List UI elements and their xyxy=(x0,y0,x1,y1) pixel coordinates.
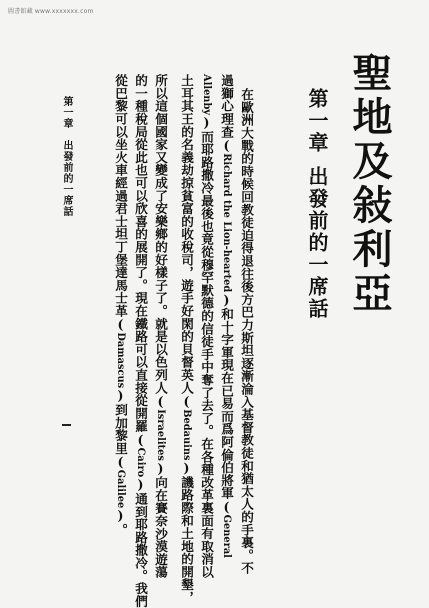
footer-chapter-name: 出發前的一席話 xyxy=(61,140,72,217)
body-text: )通到耶路撒冷。我們 xyxy=(133,477,148,608)
footer-chapter-label: 第一章 xyxy=(61,96,72,129)
body-column-5 xyxy=(154,74,167,578)
body-column-2 xyxy=(220,74,233,558)
body-text: )。 xyxy=(113,508,128,537)
body-column-7 xyxy=(114,74,127,536)
running-footer xyxy=(60,96,72,217)
latin-name: Allenby xyxy=(201,74,212,116)
body-text: 所以這個國家又變成了安樂鄉的好樣子了。就是以色列人( xyxy=(153,74,168,410)
body-text: )而耶路撒冷最後也竟從穆罕默德的信徒手中奪了去了。在各種改革裏面有取消以 xyxy=(199,115,214,579)
body-text: )到加黎里( xyxy=(113,388,128,470)
body-text: 從巴黎可以坐火車經過君士坦丁堡達馬士革( xyxy=(113,74,128,333)
book-title: 聖地及敍利亞 xyxy=(346,52,393,316)
body-text: 的一種稅局從此也可以欣喜的展開了。現在鐵路可以直接從開羅( xyxy=(133,74,148,448)
chapter-name: 出發前的一席話 xyxy=(305,166,329,320)
body-text: 過獅心理查( xyxy=(219,74,234,154)
library-watermark: 圖書館藏 www.xxxxxxx.com xyxy=(8,8,94,15)
latin-name: Bedauins xyxy=(181,409,192,461)
body-column-4 xyxy=(180,74,193,604)
body-column-6 xyxy=(134,74,147,608)
page-edge-mark xyxy=(62,424,71,426)
body-text: 在歐洲大戰的時候回教徒迫得退往後方巴力斯坦逐漸淪入基督教徒和猶太人的手裏。不 xyxy=(239,88,254,575)
body-text: )和十字軍現在已易而爲阿倫伯將軍( xyxy=(219,292,234,515)
body-text: 土耳其王的名義劫掠貧富的收稅司，遊手好閑的貝督英人( xyxy=(179,74,194,410)
latin-name: General xyxy=(221,514,232,558)
latin-name: Galilee xyxy=(115,469,126,509)
body-text: )向在賽奈沙漠遊蕩 xyxy=(153,460,168,579)
chapter-heading xyxy=(305,88,329,320)
latin-name: Damascus xyxy=(115,332,126,389)
body-column-1 xyxy=(240,88,253,574)
body-column-3 xyxy=(200,74,213,578)
latin-name: Richard the Lion-hearted xyxy=(221,153,232,293)
latin-name: Israelites xyxy=(155,409,166,461)
body-text: )譏路際和土地的開墾， xyxy=(179,460,194,604)
chapter-number: 第一章 xyxy=(305,88,329,154)
latin-name: Cairo xyxy=(135,447,146,478)
